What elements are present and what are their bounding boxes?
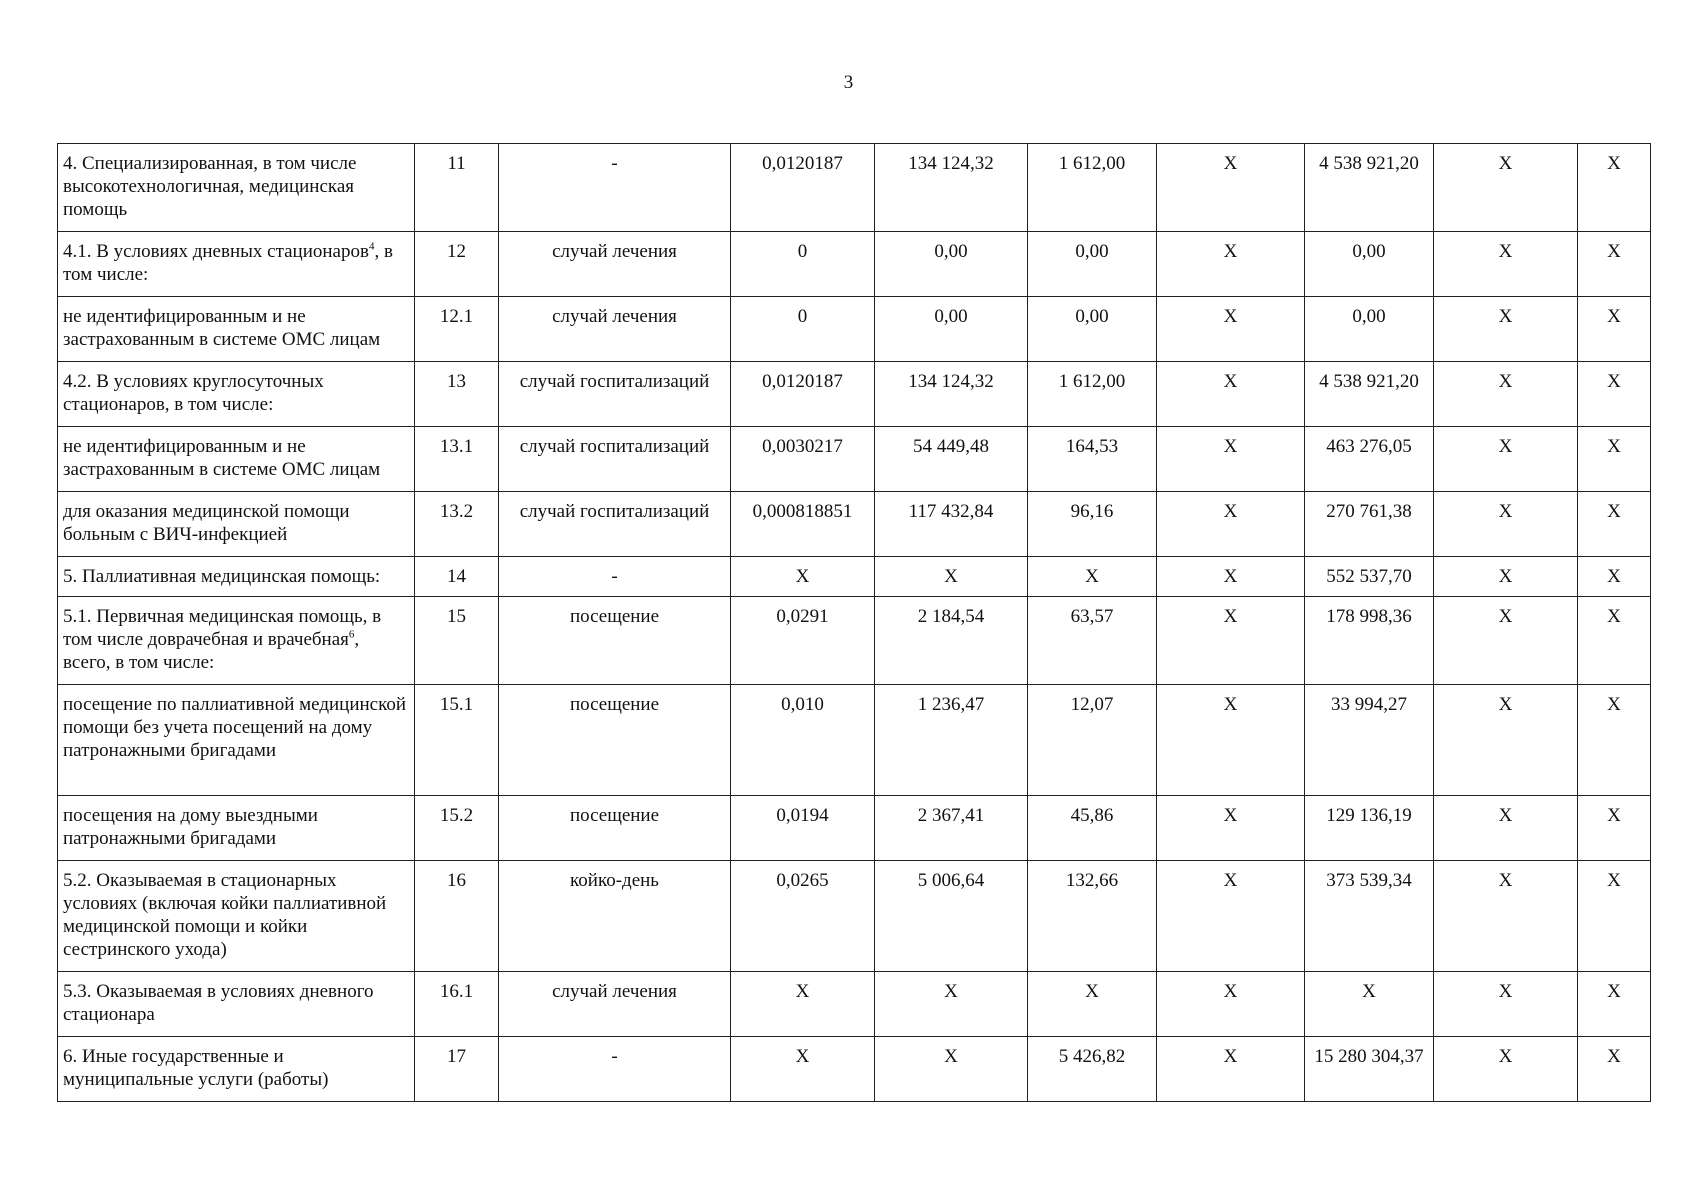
row-value-7: X	[1578, 492, 1651, 557]
row-value-4: X	[1157, 972, 1305, 1037]
page-number: 3	[843, 72, 854, 93]
row-number: 14	[415, 557, 499, 597]
row-number: 17	[415, 1037, 499, 1102]
row-value-3: 0,00	[1028, 232, 1157, 297]
row-value-1: X	[731, 972, 875, 1037]
row-value-5: 0,00	[1305, 232, 1434, 297]
row-value-1: X	[731, 1037, 875, 1102]
row-value-7: X	[1578, 796, 1651, 861]
row-name: не идентифицированным и не застрахованным в системе ОМС лицам	[58, 297, 415, 362]
row-value-7: X	[1578, 1037, 1651, 1102]
row-value-3: X	[1028, 972, 1157, 1037]
row-unit: случай госпитализаций	[499, 492, 731, 557]
row-name: 4. Специализированная, в том числе высокотехнологичная, медицинская помощь	[58, 144, 415, 232]
row-value-3: 0,00	[1028, 297, 1157, 362]
row-number: 15	[415, 597, 499, 685]
row-value-6: X	[1434, 1037, 1578, 1102]
row-unit: случай лечения	[499, 232, 731, 297]
row-number: 12	[415, 232, 499, 297]
table-row	[58, 297, 1651, 362]
row-number: 11	[415, 144, 499, 232]
row-value-3: 1 612,00	[1028, 362, 1157, 427]
row-value-4: X	[1157, 362, 1305, 427]
row-number: 15.1	[415, 685, 499, 796]
row-name: 5.1. Первичная медицинская помощь, в том числе доврачебная и врачебная$^6$, всего, в том числе:	[58, 597, 415, 685]
row-value-3: 63,57	[1028, 597, 1157, 685]
row-name: посещения на дому выездными патронажными бригадами	[58, 796, 415, 861]
row-unit: посещение	[499, 597, 731, 685]
row-value-2: 134 124,32	[875, 144, 1028, 232]
row-unit: посещение	[499, 796, 731, 861]
row-value-7: X	[1578, 232, 1651, 297]
row-value-5: 15 280 304,37	[1305, 1037, 1434, 1102]
row-value-1: 0,0120187	[731, 144, 875, 232]
row-value-5: 4 538 921,20	[1305, 362, 1434, 427]
row-name: посещение по паллиативной медицинской помощи без учета посещений на дому патронажными бригадами	[58, 685, 415, 796]
row-unit: -	[499, 557, 731, 597]
row-value-2: 2 367,41	[875, 796, 1028, 861]
row-number: 12.1	[415, 297, 499, 362]
row-value-6: X	[1434, 597, 1578, 685]
row-name: для оказания медицинской помощи больным с ВИЧ-инфекцией	[58, 492, 415, 557]
row-unit: случай лечения	[499, 972, 731, 1037]
row-value-1: 0,0291	[731, 597, 875, 685]
row-value-4: X	[1157, 427, 1305, 492]
row-name: 4.2. В условиях круглосуточных стационаров, в том числе:	[58, 362, 415, 427]
row-value-5: 0,00	[1305, 297, 1434, 362]
row-value-6: X	[1434, 796, 1578, 861]
row-value-4: X	[1157, 1037, 1305, 1102]
table-row	[58, 232, 1651, 297]
row-value-6: X	[1434, 492, 1578, 557]
table-row	[58, 597, 1651, 685]
row-value-7: X	[1578, 685, 1651, 796]
row-value-7: X	[1578, 427, 1651, 492]
row-name: 5.3. Оказываемая в условиях дневного стационара	[58, 972, 415, 1037]
row-value-2: 117 432,84	[875, 492, 1028, 557]
row-unit: случай госпитализаций	[499, 427, 731, 492]
row-value-2: 0,00	[875, 232, 1028, 297]
row-number: 13.1	[415, 427, 499, 492]
row-value-1: 0,0120187	[731, 362, 875, 427]
row-value-7: X	[1578, 362, 1651, 427]
table-row	[58, 557, 1651, 597]
row-value-6: X	[1434, 297, 1578, 362]
row-value-6: X	[1434, 861, 1578, 972]
row-value-1: 0,0194	[731, 796, 875, 861]
row-number: 13.2	[415, 492, 499, 557]
row-number: 16.1	[415, 972, 499, 1037]
row-value-1: 0,0265	[731, 861, 875, 972]
row-value-5: 4 538 921,20	[1305, 144, 1434, 232]
row-value-6: X	[1434, 972, 1578, 1037]
row-name: 5. Паллиативная медицинская помощь:	[58, 557, 415, 597]
table-row	[58, 427, 1651, 492]
row-value-3: 45,86	[1028, 796, 1157, 861]
table-row	[58, 972, 1651, 1037]
row-unit: -	[499, 1037, 731, 1102]
row-value-6: X	[1434, 427, 1578, 492]
row-value-3: 164,53	[1028, 427, 1157, 492]
row-value-3: 132,66	[1028, 861, 1157, 972]
row-value-7: X	[1578, 144, 1651, 232]
row-value-4: X	[1157, 796, 1305, 861]
row-value-4: X	[1157, 492, 1305, 557]
row-unit: посещение	[499, 685, 731, 796]
row-value-1: 0	[731, 232, 875, 297]
row-unit: случай лечения	[499, 297, 731, 362]
table-row	[58, 492, 1651, 557]
row-name: не идентифицированным и не застрахованным в системе ОМС лицам	[58, 427, 415, 492]
row-value-5: 270 761,38	[1305, 492, 1434, 557]
row-value-2: 54 449,48	[875, 427, 1028, 492]
row-value-2: 5 006,64	[875, 861, 1028, 972]
row-value-2: 0,00	[875, 297, 1028, 362]
row-value-3: X	[1028, 557, 1157, 597]
table-row	[58, 1037, 1651, 1102]
row-value-5: 463 276,05	[1305, 427, 1434, 492]
row-value-7: X	[1578, 597, 1651, 685]
data-table	[57, 143, 1651, 1102]
row-name: 4.1. В условиях дневных стационаров$^4$, в том числе:	[58, 232, 415, 297]
row-value-4: X	[1157, 144, 1305, 232]
row-value-5: 552 537,70	[1305, 557, 1434, 597]
row-value-4: X	[1157, 861, 1305, 972]
row-value-4: X	[1157, 597, 1305, 685]
row-value-1: 0,0030217	[731, 427, 875, 492]
row-unit: койко-день	[499, 861, 731, 972]
row-value-2: 1 236,47	[875, 685, 1028, 796]
row-value-1: 0,010	[731, 685, 875, 796]
row-value-1: 0	[731, 297, 875, 362]
row-value-2: X	[875, 1037, 1028, 1102]
row-value-2: 134 124,32	[875, 362, 1028, 427]
row-value-7: X	[1578, 861, 1651, 972]
table-row	[58, 685, 1651, 796]
row-value-4: X	[1157, 297, 1305, 362]
row-name: 6. Иные государственные и муниципальные услуги (работы)	[58, 1037, 415, 1102]
row-name: 5.2. Оказываемая в стационарных условиях (включая койки паллиативной медицинской помощи и койки сестринского ухода)	[58, 861, 415, 972]
row-value-6: X	[1434, 144, 1578, 232]
row-value-4: X	[1157, 232, 1305, 297]
row-number: 15.2	[415, 796, 499, 861]
row-value-7: X	[1578, 557, 1651, 597]
row-value-4: X	[1157, 557, 1305, 597]
row-value-4: X	[1157, 685, 1305, 796]
row-value-3: 5 426,82	[1028, 1037, 1157, 1102]
row-value-3: 1 612,00	[1028, 144, 1157, 232]
row-value-3: 96,16	[1028, 492, 1157, 557]
row-value-2: 2 184,54	[875, 597, 1028, 685]
row-unit: случай госпитализаций	[499, 362, 731, 427]
row-value-5: 33 994,27	[1305, 685, 1434, 796]
row-value-1: X	[731, 557, 875, 597]
row-value-7: X	[1578, 972, 1651, 1037]
table-row	[58, 796, 1651, 861]
row-value-1: 0,000818851	[731, 492, 875, 557]
row-unit: -	[499, 144, 731, 232]
table-row	[58, 362, 1651, 427]
row-number: 16	[415, 861, 499, 972]
row-value-7: X	[1578, 297, 1651, 362]
row-value-5: X	[1305, 972, 1434, 1037]
table-row	[58, 144, 1651, 232]
table-row	[58, 861, 1651, 972]
row-value-5: 373 539,34	[1305, 861, 1434, 972]
row-value-2: X	[875, 557, 1028, 597]
row-number: 13	[415, 362, 499, 427]
row-value-5: 129 136,19	[1305, 796, 1434, 861]
row-value-2: X	[875, 972, 1028, 1037]
row-value-3: 12,07	[1028, 685, 1157, 796]
row-value-6: X	[1434, 685, 1578, 796]
row-value-6: X	[1434, 362, 1578, 427]
row-value-5: 178 998,36	[1305, 597, 1434, 685]
row-value-6: X	[1434, 557, 1578, 597]
row-value-6: X	[1434, 232, 1578, 297]
